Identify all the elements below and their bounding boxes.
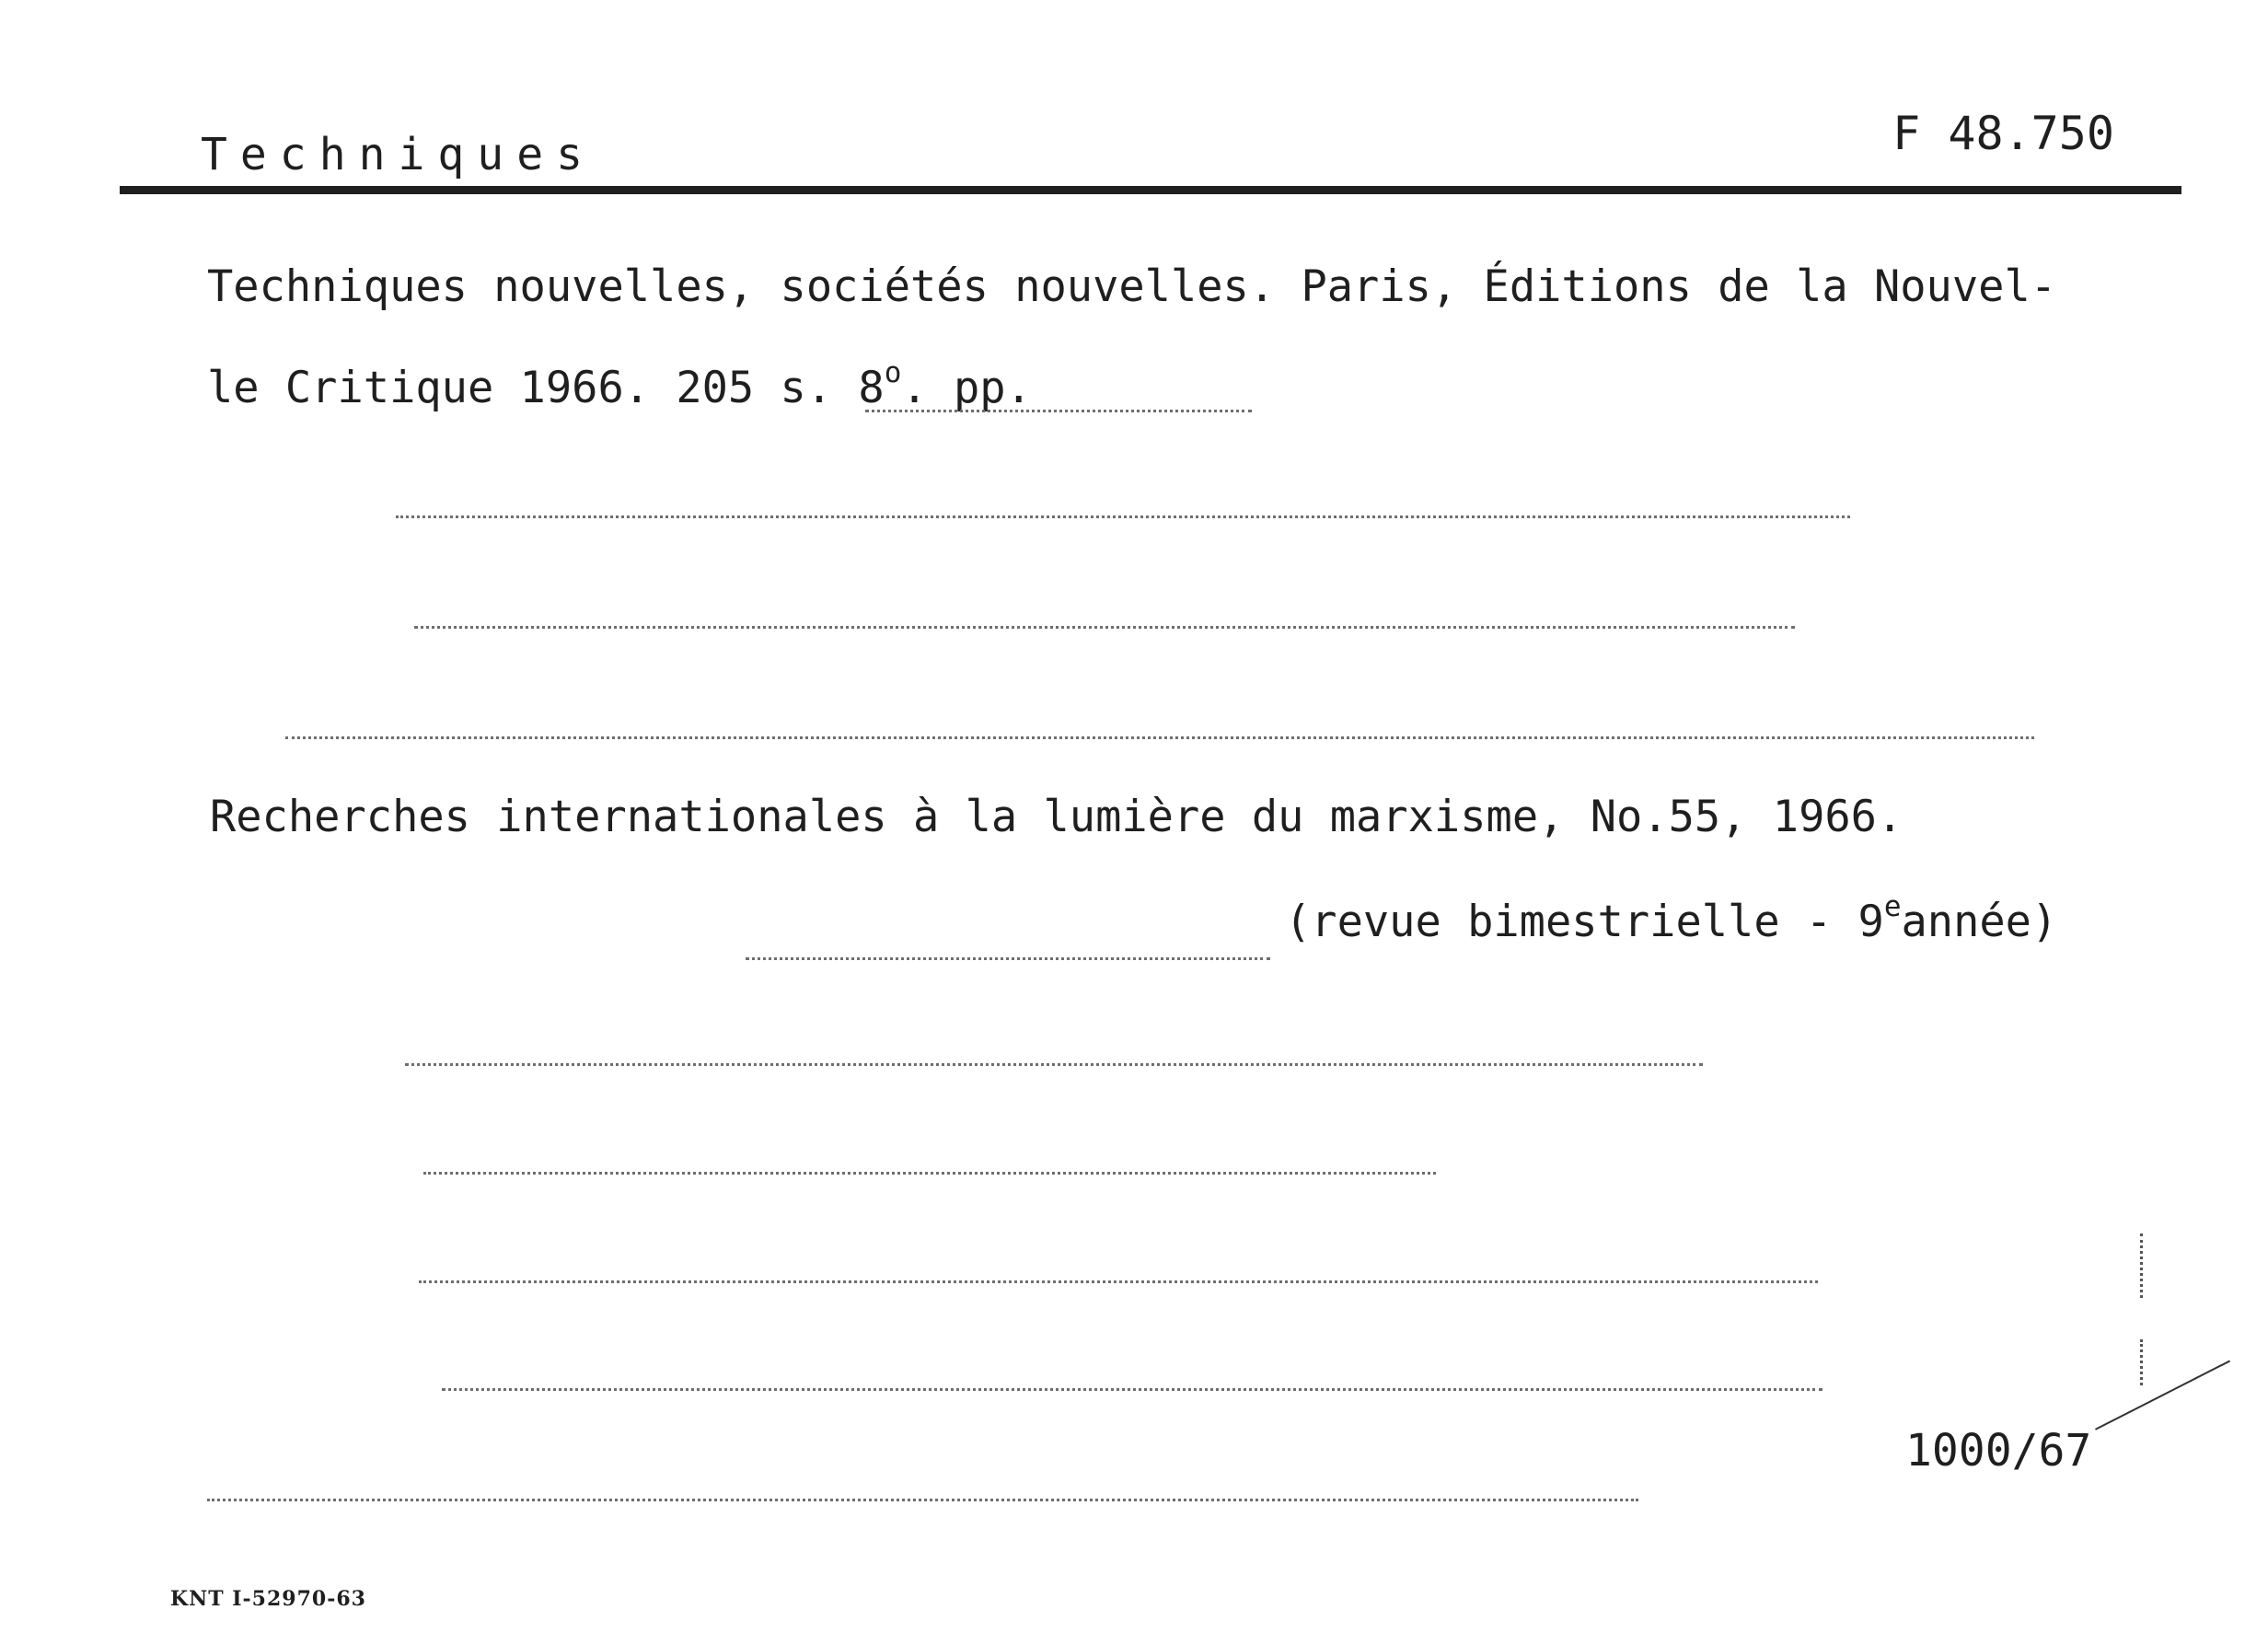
pen-stroke — [2095, 1361, 2230, 1430]
ruled-line — [865, 410, 1252, 412]
ruled-line — [207, 1499, 1638, 1501]
ruled-line — [419, 1280, 1818, 1283]
ruled-line — [746, 957, 1270, 960]
title-line-2 — [207, 356, 1032, 413]
printer-mark: KNT I-52970-63 — [170, 1587, 366, 1611]
title-line-2-end: . pp. — [901, 363, 1032, 413]
format-superscript: o — [884, 356, 902, 389]
call-number: F 48.750 — [1892, 107, 2114, 160]
ruled-line — [442, 1388, 1822, 1391]
series-note-prefix: (revue bimestrielle - 9 — [1285, 897, 1884, 947]
subject-heading: Techniques — [201, 129, 596, 180]
title-line-1: Techniques nouvelles, sociétés nouvelles. Paris, Éditions de la Nouvel- — [207, 261, 2057, 312]
series-note — [1285, 890, 2058, 947]
edge-marks — [2140, 1233, 2143, 1298]
edge-marks — [2140, 1339, 2143, 1385]
ruled-line — [414, 626, 1795, 629]
series-note-suffix: année) — [1901, 897, 2058, 947]
series-line: Recherches internationales à la lumière du marxisme, No.55, 1966. — [210, 792, 1904, 842]
series-note-superscript: e — [1883, 890, 1902, 923]
title-line-2-text: le Critique 1966. 205 s. 8 — [207, 363, 885, 413]
ruled-line — [423, 1172, 1436, 1175]
accession-number: 1000/67 — [1905, 1425, 2092, 1477]
ruled-line — [285, 736, 2034, 739]
ruled-line — [396, 515, 1850, 518]
header-rule — [120, 186, 2181, 194]
ruled-line — [405, 1063, 1703, 1066]
